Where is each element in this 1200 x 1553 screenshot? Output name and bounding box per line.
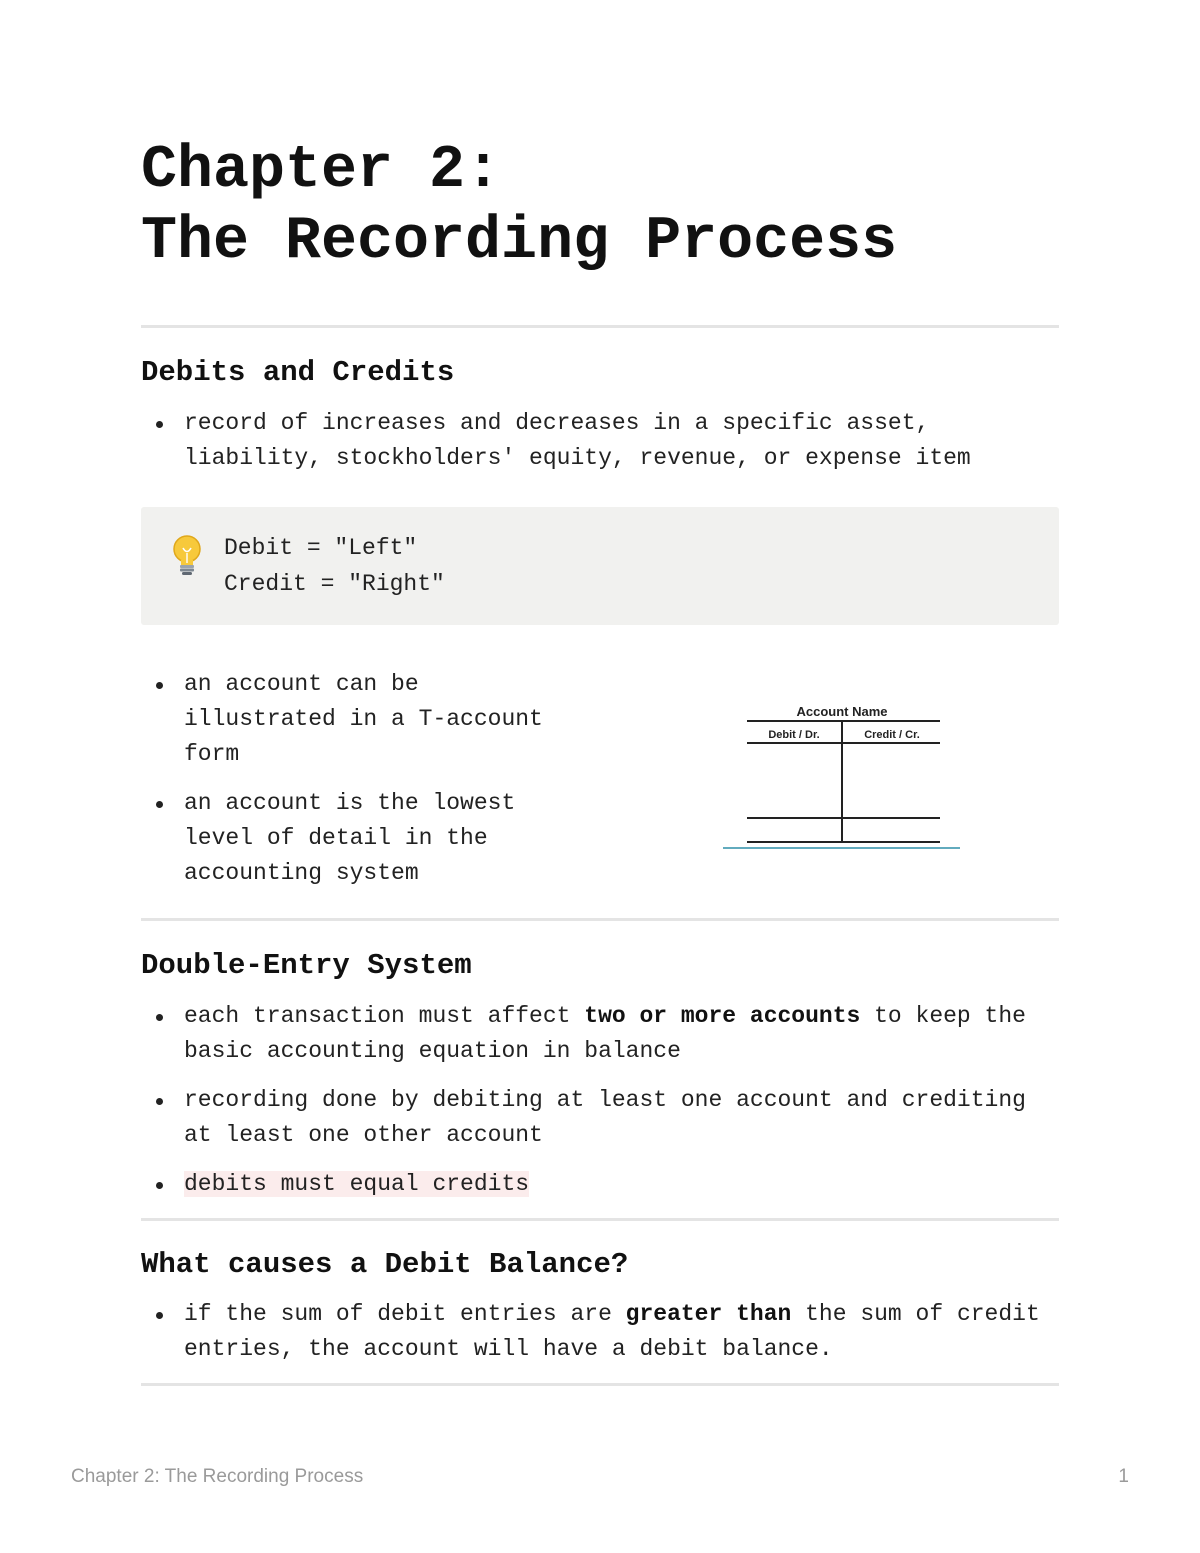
page-title: [141, 136, 897, 278]
double-entry-list: [141, 999, 1059, 1216]
debits-credits-list: [141, 406, 1059, 490]
list-item-text: if the sum of debit entries are: [184, 1301, 626, 1327]
list-item-text: to keep the basic accounting equation in balance: [184, 1003, 1026, 1064]
heading-debits-and-credits: Debits and Credits: [141, 356, 455, 389]
account-list: [141, 667, 571, 905]
list-item-text: the sum of credit entries, the account will have a debit balance.: [184, 1301, 1040, 1362]
footer-title: Chapter 2: The Recording Process: [71, 1466, 364, 1487]
divider: [141, 1218, 1059, 1221]
list-item: recording done by debiting at least one account and crediting at least one other account: [141, 1083, 1059, 1153]
divider: [141, 325, 1059, 328]
t-account-name: Account Name: [796, 704, 888, 719]
callout-text: [224, 530, 445, 602]
page-number: 1: [1118, 1466, 1129, 1487]
heading-double-entry-system: Double-Entry System: [141, 949, 472, 982]
list-item: an account can be illustrated in a T-account form: [141, 667, 571, 772]
heading-debit-balance: What causes a Debit Balance?: [141, 1248, 629, 1281]
page-title-line-1: Chapter 2:: [141, 137, 502, 205]
t-account-credit-label: Credit / Cr.: [864, 729, 920, 741]
highlighted-text: debits must equal credits: [184, 1171, 530, 1197]
list-item-text: each transaction must affect: [184, 1003, 585, 1029]
t-account-debit-label: Debit / Dr.: [768, 729, 820, 741]
list-item-bold-text: greater than: [625, 1301, 792, 1327]
list-item: [141, 1297, 1059, 1367]
lightbulb-icon: [169, 533, 205, 577]
list-item-bold-text: two or more accounts: [584, 1003, 861, 1029]
callout-box: [141, 507, 1059, 625]
divider: [141, 918, 1059, 921]
callout-line-debit: Debit = "Left": [224, 535, 418, 561]
list-item: [141, 999, 1059, 1069]
callout-line-credit: Credit = "Right": [224, 571, 445, 597]
t-account-diagram: [720, 700, 965, 855]
divider: [141, 1383, 1059, 1386]
list-item: [141, 1167, 1059, 1202]
list-item: an account is the lowest level of detail in the accounting system: [141, 786, 571, 891]
list-item: record of increases and decreases in a specific asset, liability, stockholders' equity, revenue, or expense item: [141, 406, 1059, 476]
page-title-line-2: The Recording Process: [141, 208, 898, 276]
debit-balance-list: [141, 1297, 1059, 1381]
